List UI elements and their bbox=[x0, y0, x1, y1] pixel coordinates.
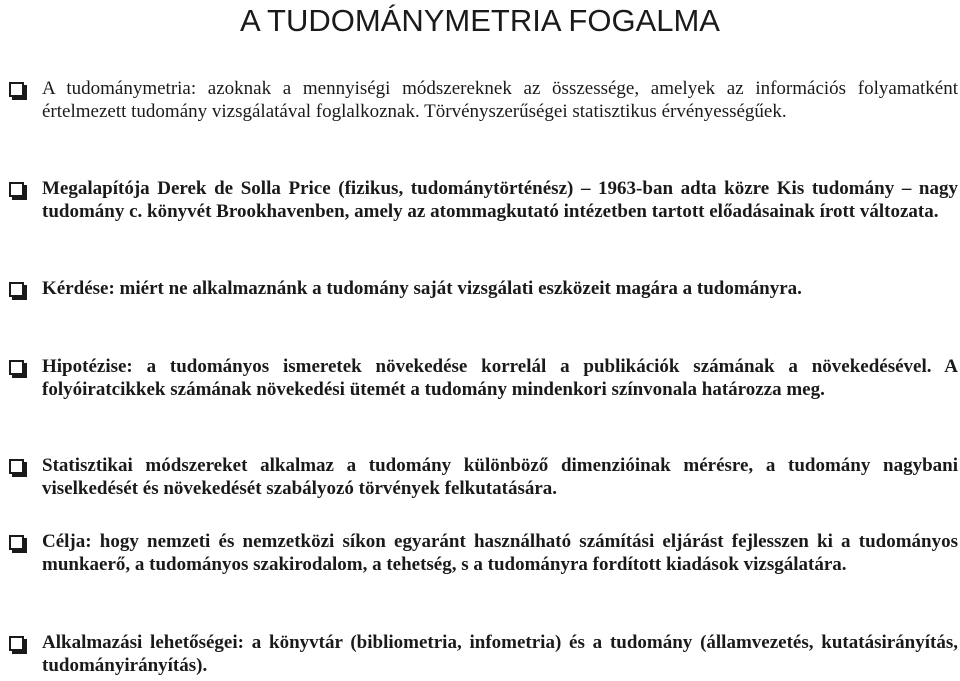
checkbox-bullet-icon bbox=[9, 182, 24, 197]
bullet-text: Statisztikai módszereket alkalmaz a tudomány különböző dimenzióinak mérésre, a tudomány nagybani viselkedését és növekedését szabályozó törvények felkutatására. bbox=[42, 455, 958, 499]
bullet-text: Alkalmazási lehetőségei: a könyvtár (bibliometria, infometria) és a tudomány (államvezetés, kutatásirányítás, tudományirányítás). bbox=[42, 632, 958, 676]
checkbox-bullet-icon bbox=[9, 282, 24, 297]
bullet-text: Hipotézise: a tudományos ismeretek növekedése korrelál a publikációk számának a növekedésével. A folyóiratcikkek számának növekedési ütemét a tudomány mindenkori színvonala határozza meg. bbox=[42, 356, 958, 400]
checkbox-bullet-icon bbox=[9, 459, 24, 474]
bullet-item-question bbox=[42, 277, 958, 300]
checkbox-bullet-icon bbox=[9, 82, 24, 97]
bullet-text: Célja: hogy nemzeti és nemzetközi síkon egyaránt használható számítási eljárást fejlesszen ki a tudományos munkaerő, a tudományos szakirodalom, a tehetség, s a tudományra fordított kiadások vizsgálatára. bbox=[42, 531, 958, 575]
bullet-item-applications bbox=[42, 631, 958, 677]
checkbox-bullet-icon bbox=[9, 636, 24, 651]
bullet-item-hypothesis bbox=[42, 355, 958, 401]
bullet-text: Kérdése: miért ne alkalmaznánk a tudomány saját vizsgálati eszközeit magára a tudományra. bbox=[42, 278, 802, 299]
bullet-text: Megalapítója Derek de Solla Price (fizikus, tudománytörténész) – 1963-ban adta közre Kis tudomány – nagy tudomány c. könyvét Brookhavenben, amely az atommagkutató intézetben tartott előadásainak írott változata. bbox=[42, 178, 958, 222]
bullet-item-definition bbox=[42, 77, 958, 123]
page-title: A TUDOMÁNYMETRIA FOGALMA bbox=[239, 3, 720, 38]
bullet-text: A tudománymetria: azoknak a mennyiségi módszereknek az összessége, amelyek az információs folyamatként értelmezett tudomány vizsgálatával foglalkoznak. Törvényszerűségei statisztikus érvényességűek. bbox=[42, 78, 958, 122]
bullet-item-goal bbox=[42, 530, 958, 576]
checkbox-bullet-icon bbox=[9, 535, 24, 550]
bullet-item-founder bbox=[42, 177, 958, 223]
checkbox-bullet-icon bbox=[9, 360, 24, 375]
bullet-item-statistics bbox=[42, 454, 958, 500]
